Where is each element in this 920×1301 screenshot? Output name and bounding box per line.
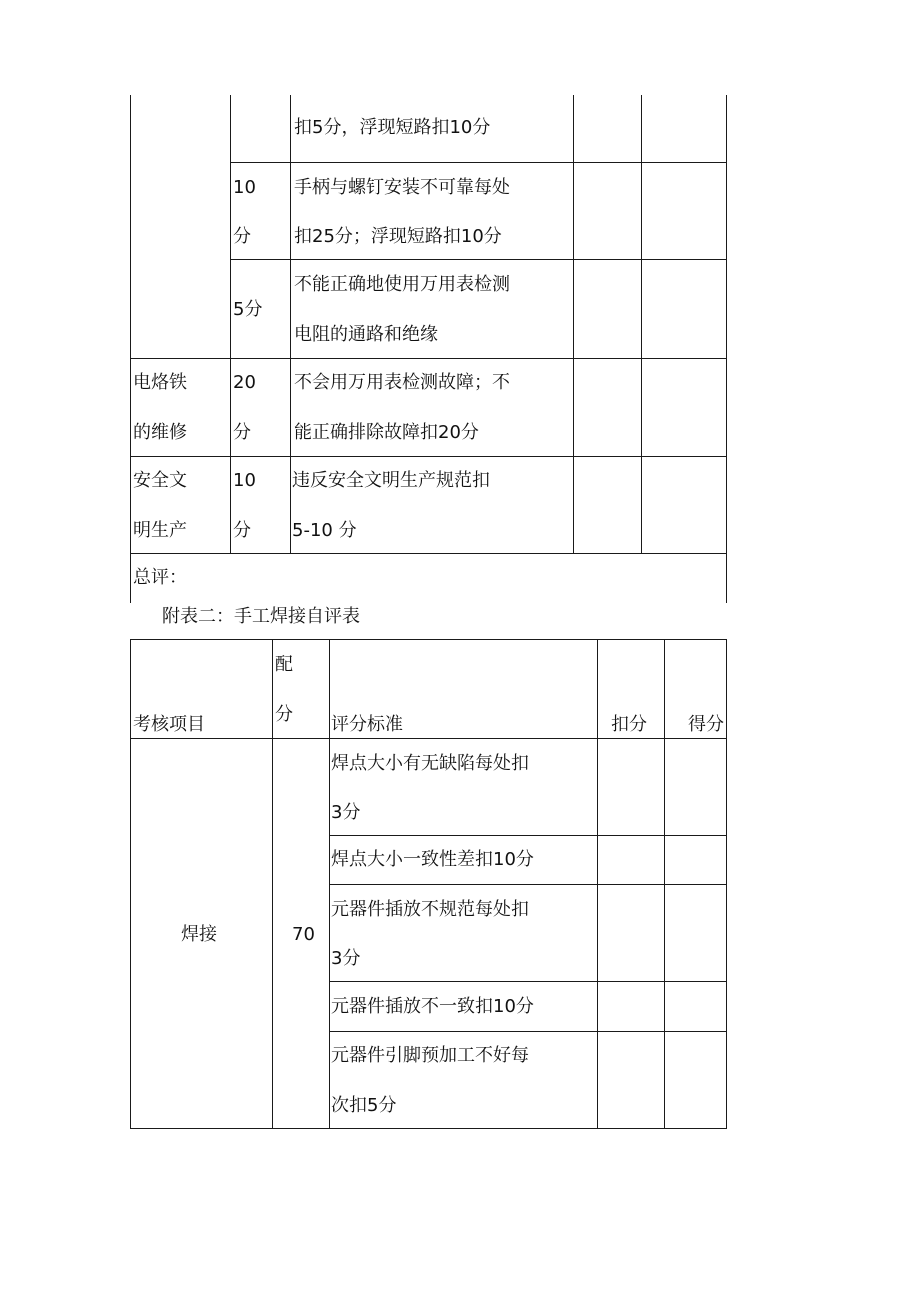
table-line (230, 259, 726, 260)
points-text: 20 (233, 372, 256, 393)
points-text: 10 (233, 470, 256, 491)
table-line (329, 639, 330, 1129)
header-points: 分 (275, 704, 293, 725)
criteria-text: 元器件引脚预加工不好每 (331, 1045, 529, 1066)
criteria-text: 手柄与螺钉安装不可靠每处 (294, 177, 510, 198)
item-text: 明生产 (133, 520, 187, 541)
table-line (329, 884, 727, 885)
table-caption: 附表二：手工焊接自评表 (162, 606, 360, 627)
table-line (130, 639, 727, 640)
table-line (329, 835, 727, 836)
table-line (130, 358, 726, 359)
header-item: 考核项目 (133, 714, 205, 735)
table-line (329, 981, 727, 982)
criteria-text: 扣25分；浮现短路扣10分 (294, 226, 502, 247)
criteria-text: 扣5分，浮现短路扣10分 (294, 117, 491, 138)
criteria-text: 焊点大小一致性差扣10分 (331, 849, 534, 870)
table-line (290, 95, 291, 553)
table-line (272, 639, 273, 1129)
points-text: 分 (233, 422, 251, 443)
table-line (130, 456, 726, 457)
criteria-text: 能正确排除故障扣20分 (294, 422, 479, 443)
table-line (726, 639, 727, 1129)
item-text: 的维修 (133, 422, 187, 443)
criteria-text: 电阻的通路和绝缘 (294, 324, 438, 345)
points-text: 70 (292, 924, 315, 945)
item-text: 焊接 (181, 924, 217, 945)
table-line (130, 553, 726, 554)
criteria-text: 违反安全文明生产规范扣 (292, 470, 490, 491)
table-line (130, 95, 131, 603)
points-text: 5分 (233, 299, 263, 320)
criteria-text: 元器件插放不一致扣10分 (331, 996, 534, 1017)
header-criteria: 评分标准 (331, 714, 403, 735)
table-line (130, 1128, 727, 1129)
table-line (664, 639, 665, 1129)
table-line (597, 639, 598, 1129)
table-line (130, 738, 727, 739)
criteria-text: 不会用万用表检测故障；不 (294, 372, 510, 393)
header-score: 得分 (688, 714, 724, 735)
table-line (130, 639, 131, 1129)
table-line (641, 95, 642, 553)
criteria-text: 次扣5分 (331, 1095, 397, 1116)
header-points: 配 (275, 654, 293, 675)
points-text: 10 (233, 177, 256, 198)
table-line (726, 95, 727, 603)
table-line (230, 95, 231, 553)
item-text: 电烙铁 (133, 372, 187, 393)
points-text: 分 (233, 520, 251, 541)
criteria-text: 元器件插放不规范每处扣 (331, 899, 529, 920)
table-line (329, 1031, 727, 1032)
table-line (230, 162, 726, 163)
header-deduct: 扣分 (611, 714, 647, 735)
criteria-text: 3分 (331, 948, 361, 969)
criteria-text: 不能正确地使用万用表检测 (294, 274, 510, 295)
summary-label: 总评： (133, 567, 187, 588)
item-text: 安全文 (133, 470, 187, 491)
points-text: 分 (233, 226, 251, 247)
criteria-text: 焊点大小有无缺陷每处扣 (331, 753, 529, 774)
table-line (573, 95, 574, 553)
criteria-text: 5-10 分 (292, 520, 357, 541)
criteria-text: 3分 (331, 802, 361, 823)
